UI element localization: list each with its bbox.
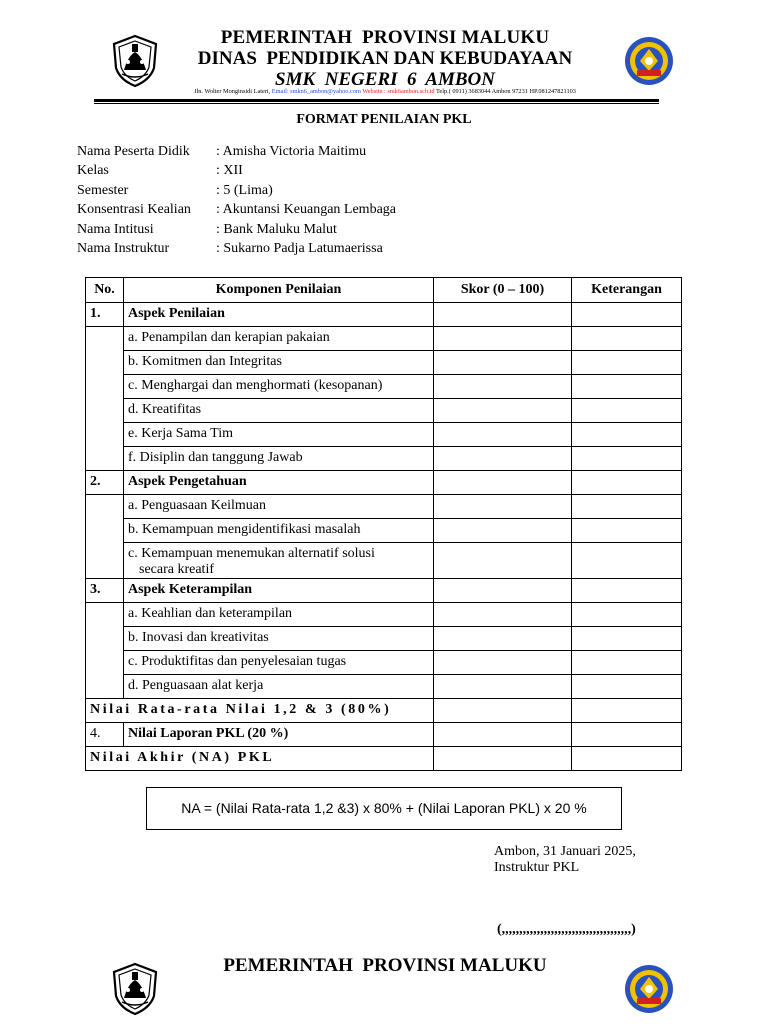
header-no: No.: [86, 278, 124, 303]
header-keterangan: Keterangan: [572, 278, 682, 303]
info-value: : Bank Maluku Malut: [216, 221, 337, 237]
address-text: Jln. Wolter Monginsidi Lateri,: [194, 88, 272, 95]
assessment-table: [85, 277, 682, 771]
no-cell: [86, 495, 124, 579]
next-page-government: PEMERINTAH PROVINSI MALUKU: [223, 955, 547, 976]
component-cell: c. Produktifitas dan penyelesaian tugas: [124, 651, 434, 675]
table-row: [86, 327, 682, 351]
header-skor: Skor (0 – 100): [434, 278, 572, 303]
component-cell: a. Penampilan dan kerapian pakaian: [124, 327, 434, 351]
final-label: Nilai Akhir (NA) PKL: [86, 747, 434, 771]
section-no: 1.: [86, 303, 124, 327]
remark-cell[interactable]: [572, 471, 682, 495]
component-cell: a. Penguasaan Keilmuan: [124, 495, 434, 519]
school-emblem-icon: [624, 34, 674, 88]
remark-cell[interactable]: [572, 519, 682, 543]
section-title: Aspek Keterampilan: [124, 579, 434, 603]
table-row: [86, 351, 682, 375]
section-no: 2.: [86, 471, 124, 495]
score-cell[interactable]: [434, 447, 572, 471]
table-row: [86, 447, 682, 471]
website-text: Website : smk6ambon.sch.id: [362, 88, 435, 95]
info-value: : XII: [216, 163, 243, 179]
info-label: Nama Intitusi: [77, 221, 154, 237]
score-cell[interactable]: [434, 627, 572, 651]
table-row: [86, 519, 682, 543]
final-row: [86, 747, 682, 771]
report-row: [86, 723, 682, 747]
section-title: Aspek Pengetahuan: [124, 471, 434, 495]
component-cell: f. Disiplin dan tanggung Jawab: [124, 447, 434, 471]
formula-box: NA = (Nilai Rata-rata 1,2 &3) x 80% + (Nilai Laporan PKL) x 20 %: [146, 787, 622, 830]
section-row: [86, 303, 682, 327]
table-row: [86, 627, 682, 651]
email-text: Email: smkn6_ambon@yahoo.com: [271, 88, 361, 95]
section-title: Aspek Penilaian: [124, 303, 434, 327]
remark-cell[interactable]: [572, 495, 682, 519]
component-cell: c. Menghargai dan menghormati (kesopanan): [124, 375, 434, 399]
component-cell: [124, 543, 434, 579]
score-cell[interactable]: [434, 471, 572, 495]
info-label: Kelas: [77, 163, 109, 179]
remark-cell[interactable]: [572, 579, 682, 603]
remark-cell[interactable]: [572, 375, 682, 399]
info-label: Semester: [77, 182, 129, 198]
score-cell[interactable]: [434, 327, 572, 351]
average-row: [86, 699, 682, 723]
letterhead-contact: [90, 88, 680, 95]
report-label: Nilai Laporan PKL (20 %): [124, 723, 434, 747]
score-cell[interactable]: [434, 675, 572, 699]
info-value: : Amisha Victoria Maitimu: [216, 144, 367, 159]
letterhead-government: PEMERINTAH PROVINSI MALUKU: [220, 27, 550, 48]
no-cell: [86, 327, 124, 471]
letterhead: [90, 24, 680, 102]
component-line-continued: secara kreatif: [139, 562, 214, 577]
component-cell: b. Kemampuan mengidentifikasi masalah: [124, 519, 434, 543]
score-cell[interactable]: [434, 303, 572, 327]
signature-name-blank: (,,,,,,,,,,,,,,,,,,,,,,,,,,,,,,,,,,,,,): [497, 922, 636, 937]
remark-cell[interactable]: [572, 627, 682, 651]
table-row: [86, 651, 682, 675]
component-cell: b. Inovasi dan kreativitas: [124, 627, 434, 651]
remark-cell[interactable]: [572, 423, 682, 447]
remark-cell[interactable]: [572, 699, 682, 723]
component-cell: d. Kreatifitas: [124, 399, 434, 423]
letterhead-rule-thin: [94, 103, 659, 104]
table-row: [86, 399, 682, 423]
table-row: [86, 375, 682, 399]
info-value: : Akuntansi Keuangan Lembaga: [216, 202, 397, 218]
remark-cell[interactable]: [572, 723, 682, 747]
remark-cell[interactable]: [572, 747, 682, 771]
table-row: [86, 603, 682, 627]
remark-cell[interactable]: [572, 603, 682, 627]
score-cell[interactable]: [434, 723, 572, 747]
table-header-row: [86, 278, 682, 303]
remark-cell[interactable]: [572, 651, 682, 675]
score-cell[interactable]: [434, 519, 572, 543]
phone-text: Telp.( 0911) 3683044 Ambon 97231 HP.081247821103: [434, 88, 576, 95]
section-row: [86, 471, 682, 495]
info-label: Nama Instruktur: [77, 240, 170, 256]
component-cell: b. Komitmen dan Integritas: [124, 351, 434, 375]
remark-cell[interactable]: [572, 327, 682, 351]
average-label: Nilai Rata-rata Nilai 1,2 & 3 (80%): [86, 699, 434, 723]
table-row: [86, 423, 682, 447]
section-no: 3.: [86, 579, 124, 603]
score-cell[interactable]: [434, 375, 572, 399]
header-komponen: Komponen Penilaian: [124, 278, 434, 303]
table-row: [86, 495, 682, 519]
component-cell: d. Penguasaan alat kerja: [124, 675, 434, 699]
table-row: [86, 675, 682, 699]
remark-cell[interactable]: [572, 399, 682, 423]
no-cell: [86, 603, 124, 699]
score-cell[interactable]: [434, 603, 572, 627]
remark-cell[interactable]: [572, 447, 682, 471]
document-title: FORMAT PENILAIAN PKL: [296, 112, 472, 127]
remark-cell[interactable]: [572, 543, 682, 579]
letterhead-school: SMK NEGERI 6 AMBON: [275, 69, 495, 90]
letterhead-rule-thick: [94, 99, 659, 102]
letterhead-department: DINAS PENDIDIKAN DAN KEBUDAYAAN: [197, 48, 573, 69]
score-cell[interactable]: [434, 579, 572, 603]
school-emblem-icon: [624, 962, 674, 1016]
component-cell: a. Keahlian dan keterampilan: [124, 603, 434, 627]
component-cell: e. Kerja Sama Tim: [124, 423, 434, 447]
score-cell[interactable]: [434, 699, 572, 723]
score-cell[interactable]: [434, 651, 572, 675]
score-cell[interactable]: [434, 351, 572, 375]
info-label: Nama Peserta Didik: [77, 144, 190, 159]
signature-place-date: Ambon, 31 Januari 2025,: [494, 844, 636, 859]
score-cell[interactable]: [434, 543, 572, 579]
remark-cell[interactable]: [572, 303, 682, 327]
section-row: [86, 579, 682, 603]
score-cell[interactable]: [434, 399, 572, 423]
next-page-letterhead: [90, 950, 680, 1024]
remark-cell[interactable]: [572, 351, 682, 375]
score-cell[interactable]: [434, 495, 572, 519]
table-row: [86, 543, 682, 579]
remark-cell[interactable]: [572, 675, 682, 699]
report-no: 4.: [86, 723, 124, 747]
info-value: : Sukarno Padja Latumaerissa: [216, 240, 383, 256]
info-value: : 5 (Lima): [216, 182, 273, 198]
score-cell[interactable]: [434, 747, 572, 771]
component-line: c. Kemampuan menemukan alternatif solusi: [128, 546, 375, 561]
signature-role: Instruktur PKL: [494, 860, 580, 875]
info-label: Konsentrasi Kealian: [77, 202, 191, 218]
score-cell[interactable]: [434, 423, 572, 447]
